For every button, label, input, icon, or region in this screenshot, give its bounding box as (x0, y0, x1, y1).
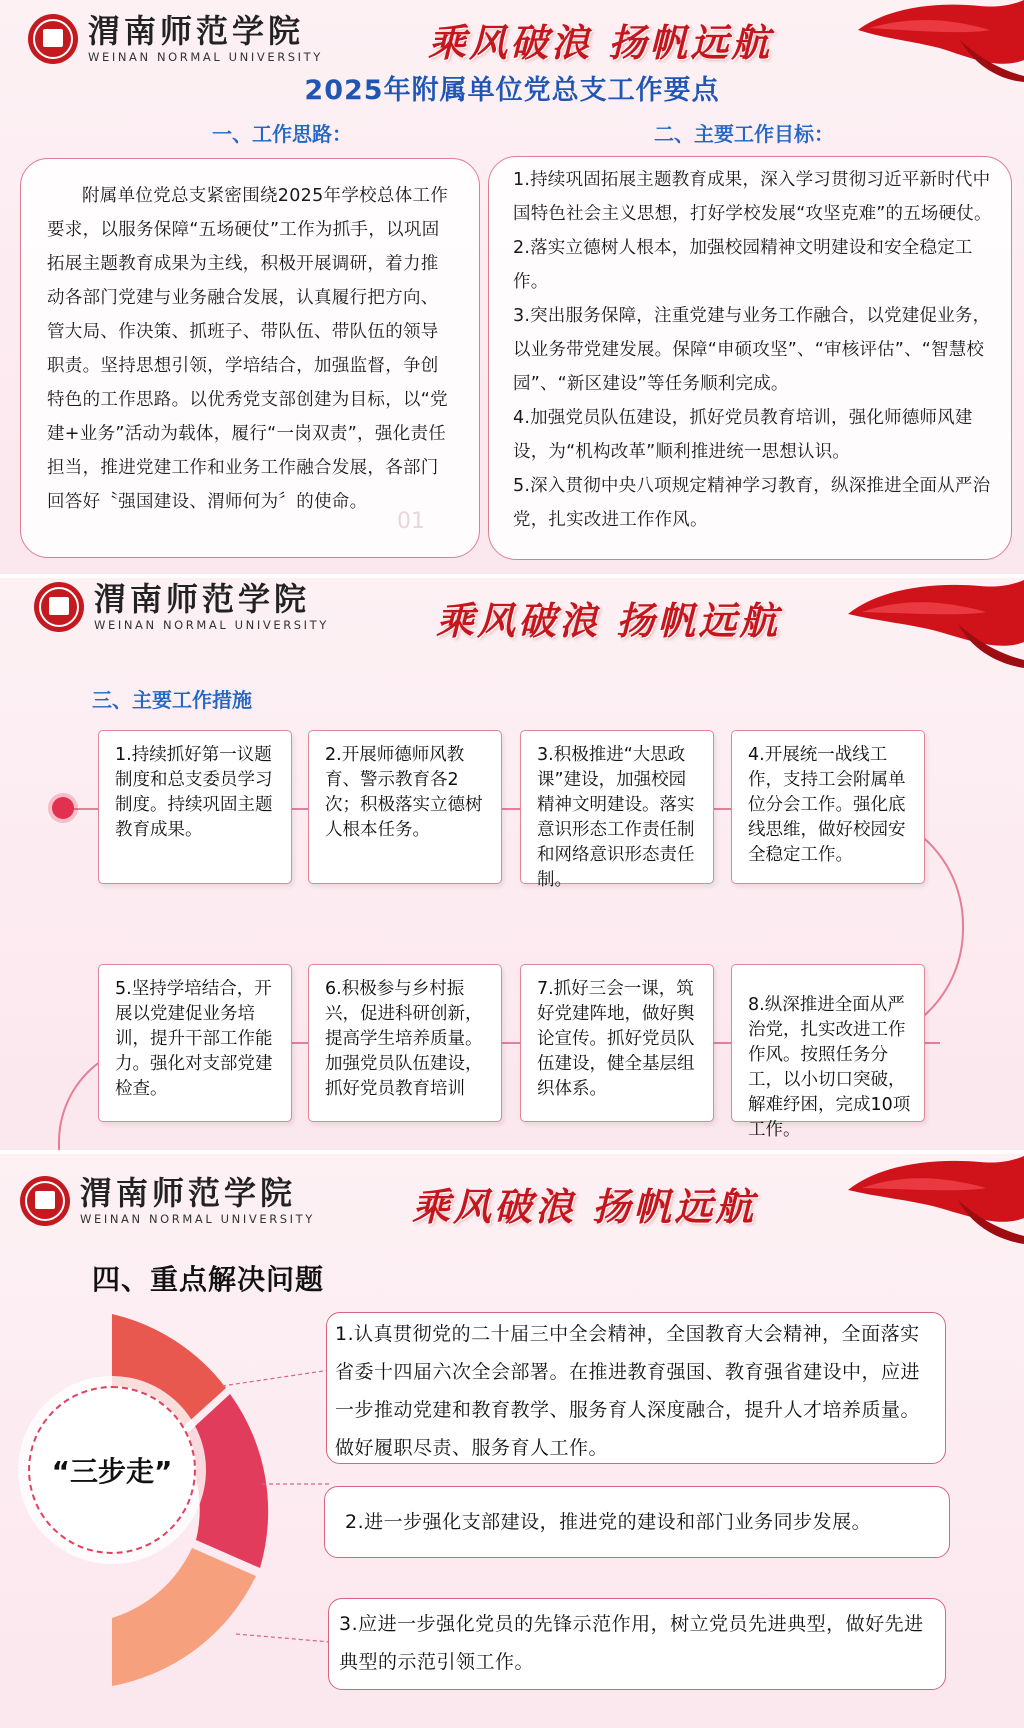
goal-item: 4.加强党员队伍建设，抓好党员教育培训，强化师德师风建设，为“机构改革”顺利推进统一思想认识。 (513, 408, 973, 462)
university-name-cn: 渭南师范学院 (94, 579, 311, 618)
issue-item (328, 1598, 946, 1690)
goal-item: 1.持续巩固拓展主题教育成果，深入学习贯彻习近平新时代中国特色社会主义思想，打好学校发展“攻坚克难”的五场硬仗。 (513, 170, 992, 224)
issue-text: 1.认真贯彻党的二十届三中全会精神，全国教育大会精神，全面落实省委十四届六次全会部署。在推进教育强国、教育强省建设中，应进一步推动党建和教育教学、服务育人深度融合，提升人才培养质量。做好履职尽责、服务育人工作。 (335, 1323, 921, 1459)
work-approach-box (20, 158, 480, 558)
issue-text: 3.应进一步强化党员的先锋示范作用，树立党员先进典型，做好先进典型的示范引领工作。 (339, 1613, 924, 1673)
red-ribbon-decoration (840, 578, 1024, 668)
slogan: 乘风破浪 扬帆远航 (436, 598, 781, 643)
page-mark: 01 (397, 509, 425, 534)
work-approach-text: 附属单位党总支紧密围绕2025年学校总体工作要求，以服务保障“五场硬仗”工作为抓手，以巩固拓展主题教育成果为主线，积极开展调研，着力推动各部门党建与业务融合发展，认真履行把方向、管大局、作决策、抓班子、带队伍、带队伍的领导职责。坚持思想引领，学培结合，加强监督，争创特色的工作思路。以优秀党支部创建为目标，以“党建+业务”活动为载体，履行“一岗双责”，强化责任担当，推进党建工作和业务工作融合发展，各部门回答好〝强国建设、渭师何为〞的使命。 (47, 186, 449, 512)
measure-card: 8.纵深推进全面从严治党，扎实改进工作作风。按照任务分工，以小切口突破，解难纾困，完成10项工作。 (731, 964, 925, 1122)
university-name-en: WEINAN NORMAL UNIVERSITY (80, 1211, 315, 1226)
connector-line-1 (222, 1370, 330, 1386)
measure-card: 4.开展统一战线工作，支持工会附属单位分会工作。强化底线思维，做好校园安全稳定工作。 (731, 730, 925, 884)
timeline-start-dot (52, 797, 74, 819)
university-seal-icon (28, 14, 78, 64)
page-title: 2025年附属单位党总支工作要点 (304, 75, 720, 106)
slogan: 乘风破浪 扬帆远航 (428, 20, 773, 65)
heading-work-approach: 一、工作思路： (212, 122, 352, 146)
university-name-en: WEINAN NORMAL UNIVERSITY (88, 49, 323, 64)
goal-item: 3.突出服务保障，注重党建与业务工作融合，以党建促业务，以业务带党建发展。保障“申硕攻坚”、“审核评估”、“智慧校园”、“新区建设”等任务顺利完成。 (513, 306, 991, 394)
university-seal-icon (20, 1176, 70, 1226)
university-seal-icon (34, 582, 84, 632)
measure-card: 2.开展师德师风教育、警示教育各2次；积极落实立德树人根本任务。 (308, 730, 502, 884)
slogan: 乘风破浪 扬帆远航 (412, 1184, 757, 1229)
issue-item (326, 1312, 946, 1464)
main-goals-box (488, 156, 1012, 560)
goal-item: 5.深入贯彻中央八项规定精神学习教育，纵深推进全面从严治党，扎实改进工作作风。 (513, 476, 991, 530)
university-name-en: WEINAN NORMAL UNIVERSITY (94, 617, 329, 632)
measure-card: 5.坚持学培结合，开展以党建促业务培训，提升干部工作能力。强化对支部党建检查。 (98, 964, 292, 1122)
issue-item (324, 1486, 950, 1558)
university-name-cn: 渭南师范学院 (88, 11, 305, 50)
measure-card: 6.积极参与乡村振兴，促进科研创新，提高学生培养质量。加强党员队伍建设，抓好党员教育培训 (308, 964, 502, 1122)
measure-card: 7.抓好三会一课，筑好党建阵地，做好舆论宣传。抓好党员队伍建设，健全基层组织体系。 (520, 964, 714, 1122)
panel-main-measures (0, 578, 1024, 1150)
university-logo (28, 11, 323, 64)
three-step-label: “三步走” (28, 1386, 196, 1554)
heading-key-issues: 四、重点解决问题 (92, 1263, 325, 1296)
panel-work-points (0, 0, 1024, 574)
measure-card: 3.积极推进“大思政课”建设，加强校园精神文明建设。落实意识形态工作责任制和网络意识形态责任制。 (520, 730, 714, 884)
heading-main-goals: 二、主要工作目标： (654, 122, 834, 146)
goal-item: 2.落实立德树人根本，加强校园精神文明建设和安全稳定工作。 (513, 238, 973, 292)
red-ribbon-decoration (840, 1154, 1024, 1244)
connector-line-3 (236, 1634, 330, 1642)
step-segment-3 (112, 1548, 256, 1686)
heading-main-measures: 三、主要工作措施 (92, 688, 252, 712)
university-name-cn: 渭南师范学院 (80, 1173, 297, 1212)
measure-card: 1.持续抓好第一议题制度和总支委员学习制度。持续巩固主题教育成果。 (98, 730, 292, 884)
panel-key-issues (0, 1154, 1024, 1728)
issue-text: 2.进一步强化支部建设，推进党的建设和部门业务同步发展。 (345, 1511, 872, 1533)
university-logo (34, 579, 329, 632)
university-logo (20, 1173, 315, 1226)
